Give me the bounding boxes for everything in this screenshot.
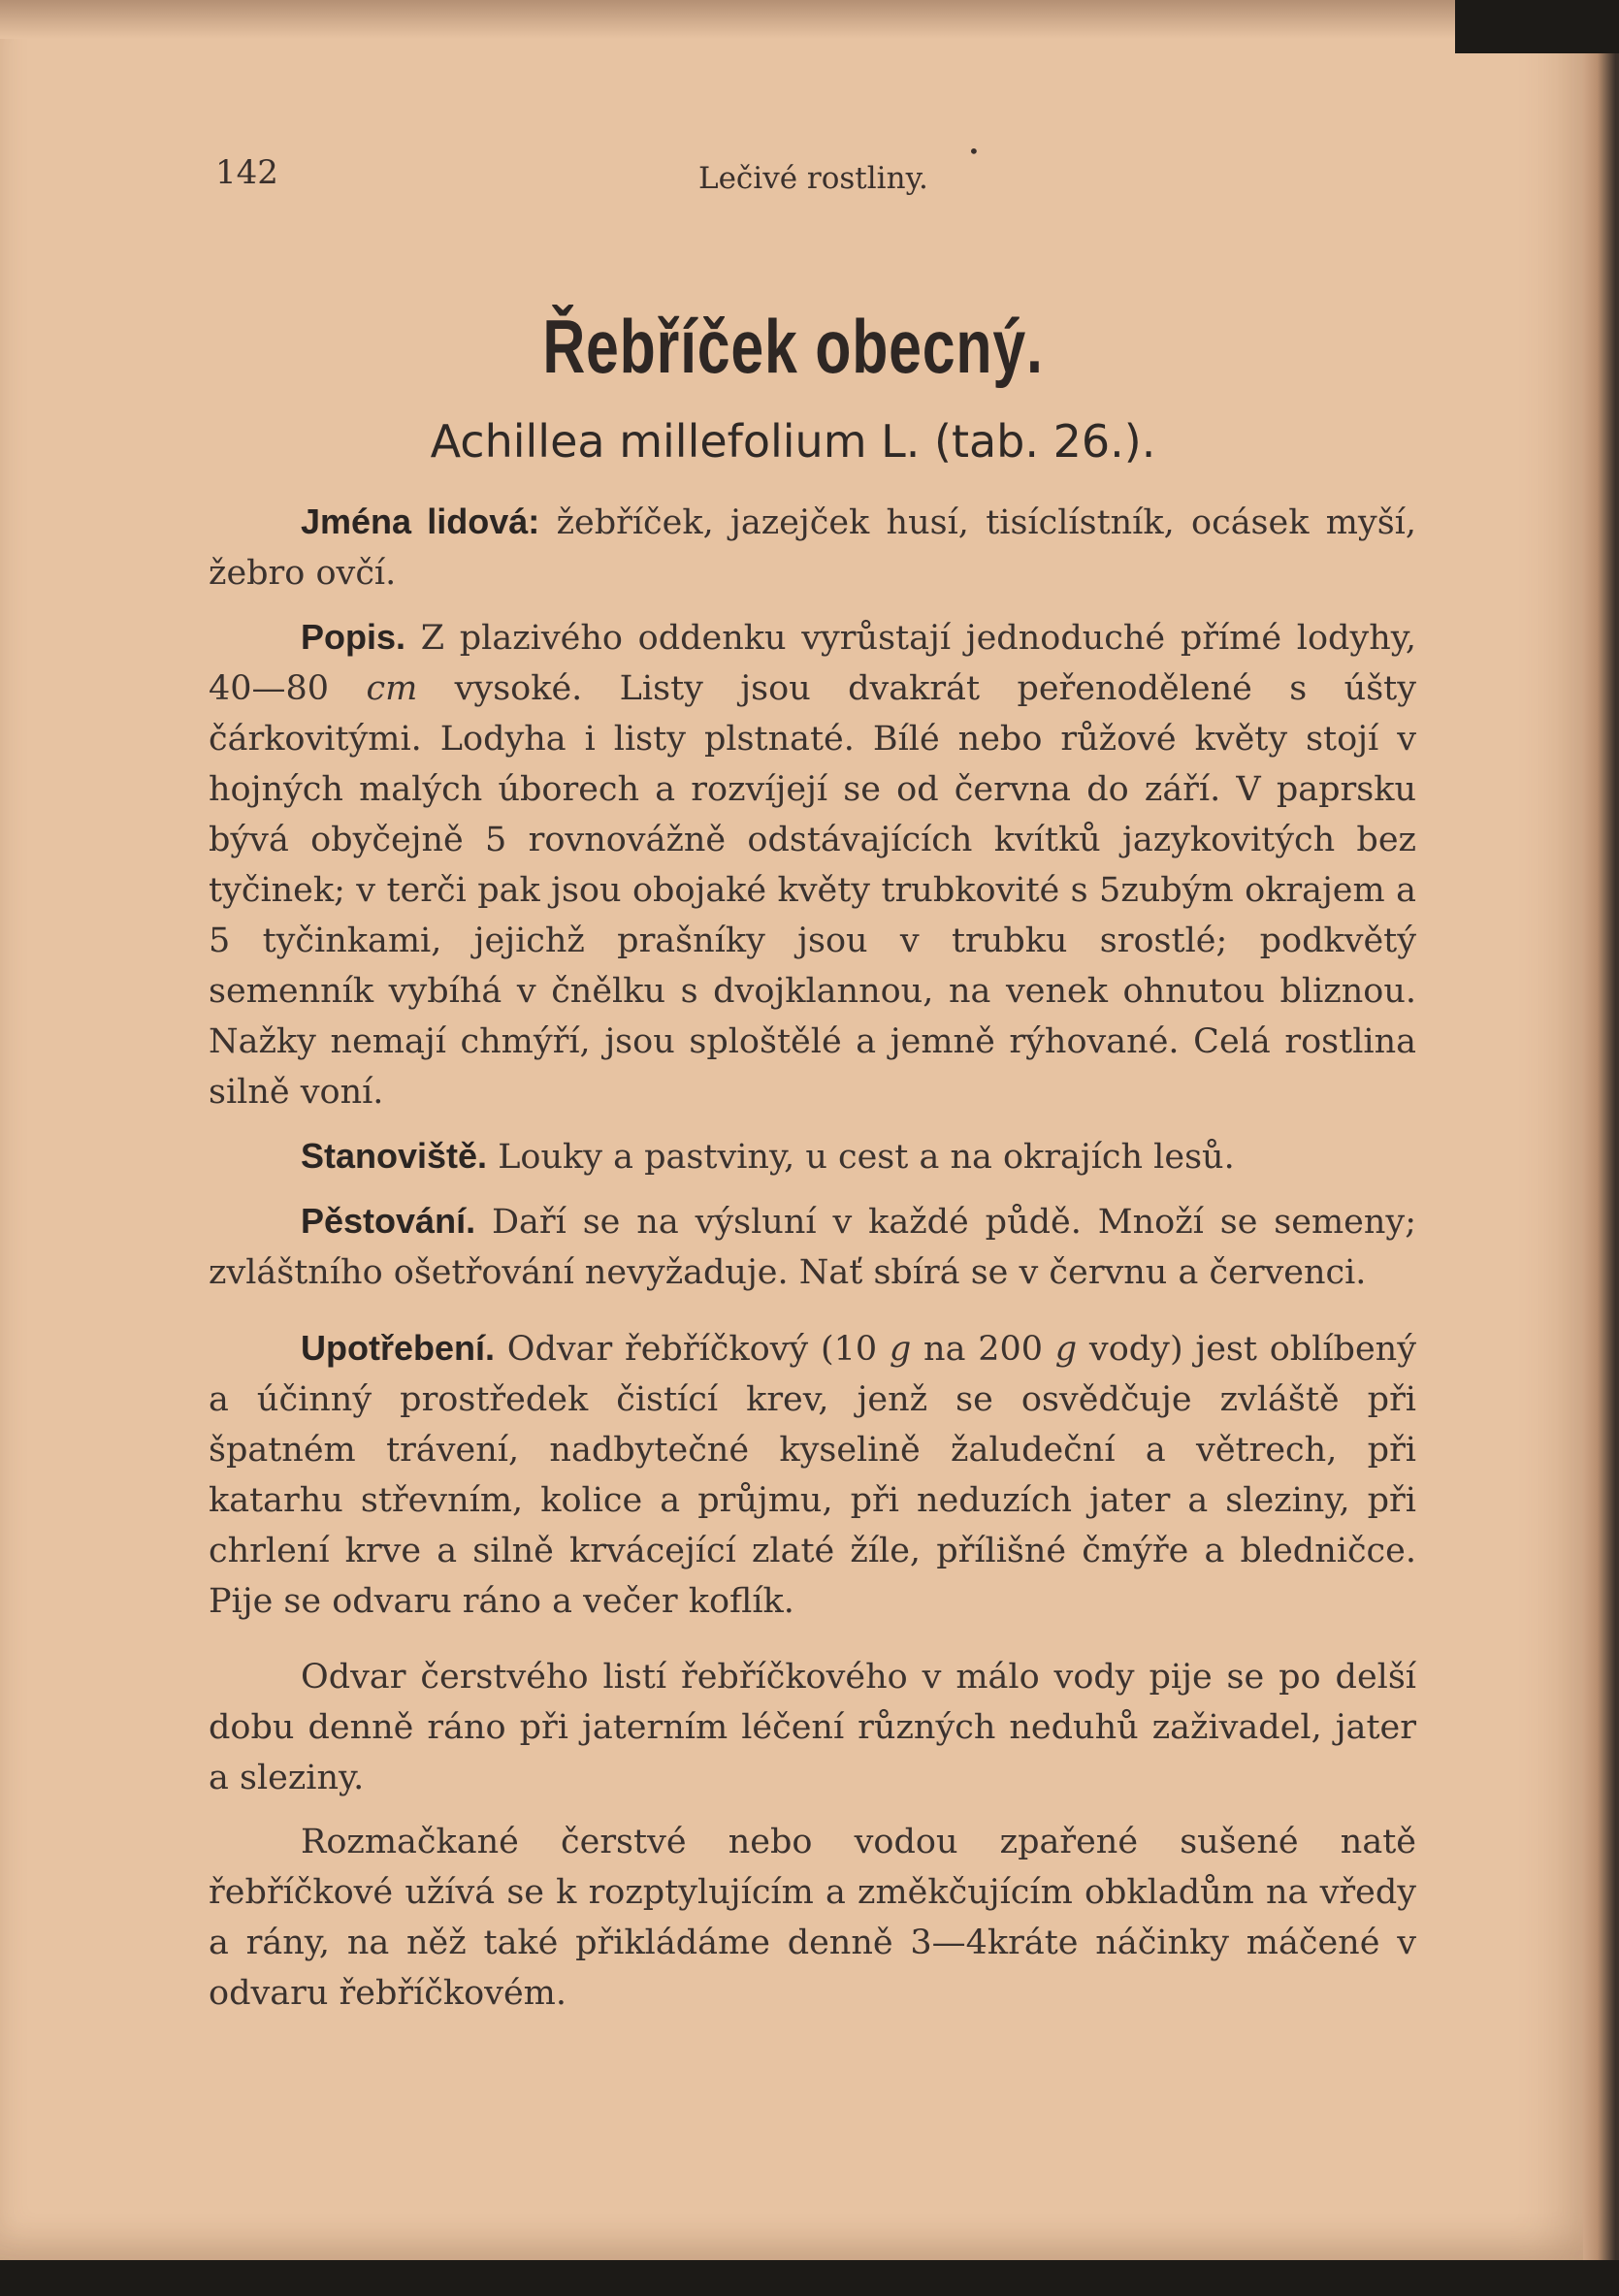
description-text-b: vysoké. Listy jsou dvakrát peřenodělené s úšty čárkovitými. Lodyha i listy plstnaté. Bílé nebo růžové květy stojí v hojných malých úborech a rozvíjejí se od června do září. V paprsku bývá obyčejně 5 rovnovážně odstávajících kvítků jazykovitých bez tyčinek; v terči pak jsou obojaké květy trubkovité s 5zubým okrajem a 5 tyčinkami, jejichž prašníky jsou v trubku srostlé; podkvětý semenník vybíhá v čnělku s dvojklannou, na venek ohnutou bliznou. Nažky nemají chmýří, jsou sploštělé a jemně rýhované. Celá rostlina silně voní. [209, 669, 1416, 1112]
ink-speck: • [968, 140, 980, 163]
paragraph-names [209, 497, 1416, 598]
section-label-description: Popis. [301, 617, 406, 657]
usage-text-c: vody) jest oblíbený a účinný prostředek čistící krev, jenž se osvědčuje zvláště při špatném trávení, nadbytečné kyselině žaludeční a větrech, při katarhu střevním, kolice a průjmu, při neduzích jater a sleziny, při chrlení krve a silně krvácející zlaté žíle, přílišné čmýře a bledničce. Pije se odvaru ráno a večer koflík. [209, 1330, 1416, 1621]
paragraph-cultivation [209, 1196, 1416, 1298]
usage-text-b: na 200 [911, 1330, 1055, 1369]
paragraph-poultice: Rozmačkané čerstvé nebo vodou zpařené sušené natě řebříčkové užívá se k rozptylujícím a změkčujícím obkladům na vředy a rány, na něž také přikládáme denně 3—4kráte náčinky máčené v odvaru řebříčkovém. [209, 1823, 1416, 2013]
usage-text-a: Odvar řebříčkový (10 [495, 1330, 890, 1369]
page-top-shadow [0, 0, 1455, 39]
unit-cm: cm [366, 669, 418, 708]
section-label-habitat: Stanoviště. [301, 1136, 488, 1176]
section-label-cultivation: Pěstování. [301, 1201, 476, 1241]
section-label-names: Jména lidová: [301, 501, 540, 541]
section-label-usage: Upotřebení. [301, 1328, 496, 1368]
description-text-a: Z plazivého oddenku vyrůstají jednoduché přímé lodyhy, 40—80 [209, 619, 1416, 708]
article-body [209, 497, 1416, 2019]
unit-g-2: g [1054, 1330, 1078, 1369]
page-title: Řebříček obecný. [542, 304, 1044, 389]
scan-background-bottom [0, 2260, 1619, 2296]
latin-name: Achillea millefolium L. (tab. 26.). [430, 415, 1156, 468]
paragraph-fresh-leaves: Odvar čerstvého listí řebříčkového v málo vody pije se po delší dobu denně ráno při jaterním léčení různých neduhů zaživadel, jater a sleziny. [209, 1658, 1416, 1797]
page-header [0, 140, 1586, 204]
scan-background-top [1455, 0, 1619, 53]
habitat-text: Louky a pastviny, u cest a na okrajích lesů. [487, 1138, 1235, 1177]
names-text: žebříček, jazejček husí, tisíclístník, ocásek myší, žebro ovčí. [209, 503, 1416, 593]
paragraph-habitat [209, 1131, 1416, 1182]
page-number: 142 [215, 153, 278, 192]
cultivation-text: Daří se na výsluní v každé půdě. Množí se semeny; zvláštního ošetřování nevyžaduje. Nať sbírá se v červnu a červenci. [209, 1203, 1416, 1292]
paragraph-description [209, 612, 1416, 1117]
unit-g-1: g [889, 1330, 912, 1369]
paragraph-usage [209, 1323, 1416, 1627]
page-right-edge [1583, 53, 1619, 2265]
running-title: Lečivé rostliny. [698, 161, 928, 196]
